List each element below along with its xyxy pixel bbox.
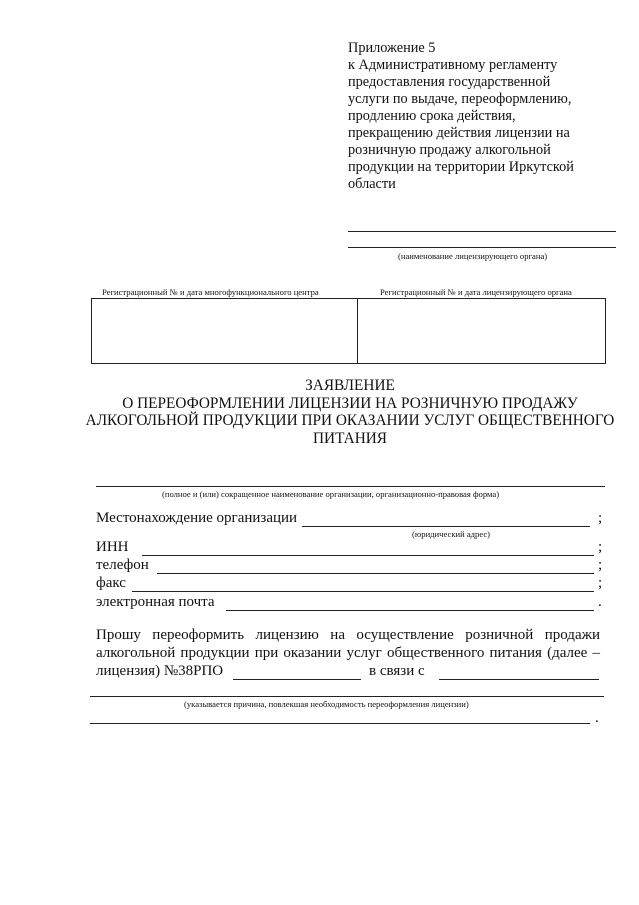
- fax-line[interactable]: [132, 591, 594, 592]
- inn-line[interactable]: [142, 555, 594, 556]
- reason-caption: (указывается причина, повлекшая необходимость переоформления лицензии): [184, 699, 469, 709]
- phone-semicolon: ;: [598, 557, 603, 573]
- reason-line-2[interactable]: [90, 723, 590, 724]
- phone-line[interactable]: [157, 573, 594, 574]
- authority-caption: (наименование лицензирующего органа): [398, 251, 548, 261]
- title-line: АЛКОГОЛЬНОЙ ПРОДУКЦИИ ПРИ ОКАЗАНИИ УСЛУГ ОБЩЕСТВЕННОГО: [85, 412, 615, 429]
- location-label: Местонахождение организации: [96, 510, 298, 526]
- request-line-2: алкогольной продукции при оказании услуг общественного питания (далее –: [96, 645, 600, 661]
- request-line-1: Прошу переоформить лицензию на осуществление розничной продажи: [96, 627, 600, 643]
- inn-label: ИНН: [96, 539, 129, 555]
- organization-name-line[interactable]: [96, 486, 605, 487]
- license-number-prefix: лицензия) №38РПО: [96, 663, 224, 679]
- appendix-line: области: [348, 176, 396, 192]
- location-caption: (юридический адрес): [412, 529, 491, 539]
- appendix-line: Приложение 5: [348, 40, 436, 56]
- license-number-line[interactable]: [233, 679, 361, 680]
- email-period: .: [598, 594, 602, 610]
- appendix-header: [348, 40, 618, 193]
- appendix-line: прекращению действия лицензии на: [348, 125, 570, 141]
- reason-line-1[interactable]: [90, 696, 604, 697]
- email-line[interactable]: [226, 610, 594, 611]
- location-semicolon: ;: [598, 510, 603, 526]
- reason-intro: в связи с: [369, 663, 425, 679]
- mfc-registration-cell[interactable]: [93, 300, 355, 362]
- appendix-line: продлению срока действия,: [348, 108, 516, 124]
- phone-label: телефон: [96, 557, 149, 573]
- request-line-3: [96, 663, 223, 680]
- reason-end-mark: .: [595, 710, 599, 726]
- location-line[interactable]: [302, 526, 590, 527]
- authority-registration-cell[interactable]: [358, 300, 604, 362]
- appendix-line: к Административному регламенту: [348, 57, 558, 73]
- mfc-registration-label: Регистрационный № и дата многофункционального центра: [102, 287, 319, 297]
- appendix-line: розничную продажу алкогольной: [348, 142, 551, 158]
- document-title: [70, 377, 630, 447]
- email-label: электронная почта: [96, 594, 215, 610]
- title-line: О ПЕРЕОФОРМЛЕНИИ ЛИЦЕНЗИИ НА РОЗНИЧНУЮ ПРОДАЖУ: [122, 394, 578, 412]
- authority-name-line-1[interactable]: [348, 231, 616, 232]
- reason-start-line[interactable]: [439, 679, 599, 680]
- fax-label: факс: [96, 575, 126, 591]
- appendix-line: продукции на территории Иркутской: [348, 159, 574, 175]
- authority-name-line-2[interactable]: [348, 247, 616, 248]
- organization-name-caption: (полное и (или) сокращенное наименование организации, организационно-правовая форма): [162, 489, 500, 499]
- title-line: ПИТАНИЯ: [312, 429, 388, 447]
- authority-registration-label: Регистрационный № и дата лицензирующего органа: [380, 287, 572, 297]
- appendix-line: услуги по выдаче, переоформлению,: [348, 91, 572, 107]
- inn-semicolon: ;: [598, 539, 603, 555]
- title-line: ЗАЯВЛЕНИЕ: [305, 377, 395, 394]
- appendix-line: предоставления государственной: [348, 74, 551, 90]
- fax-semicolon: ;: [598, 575, 603, 591]
